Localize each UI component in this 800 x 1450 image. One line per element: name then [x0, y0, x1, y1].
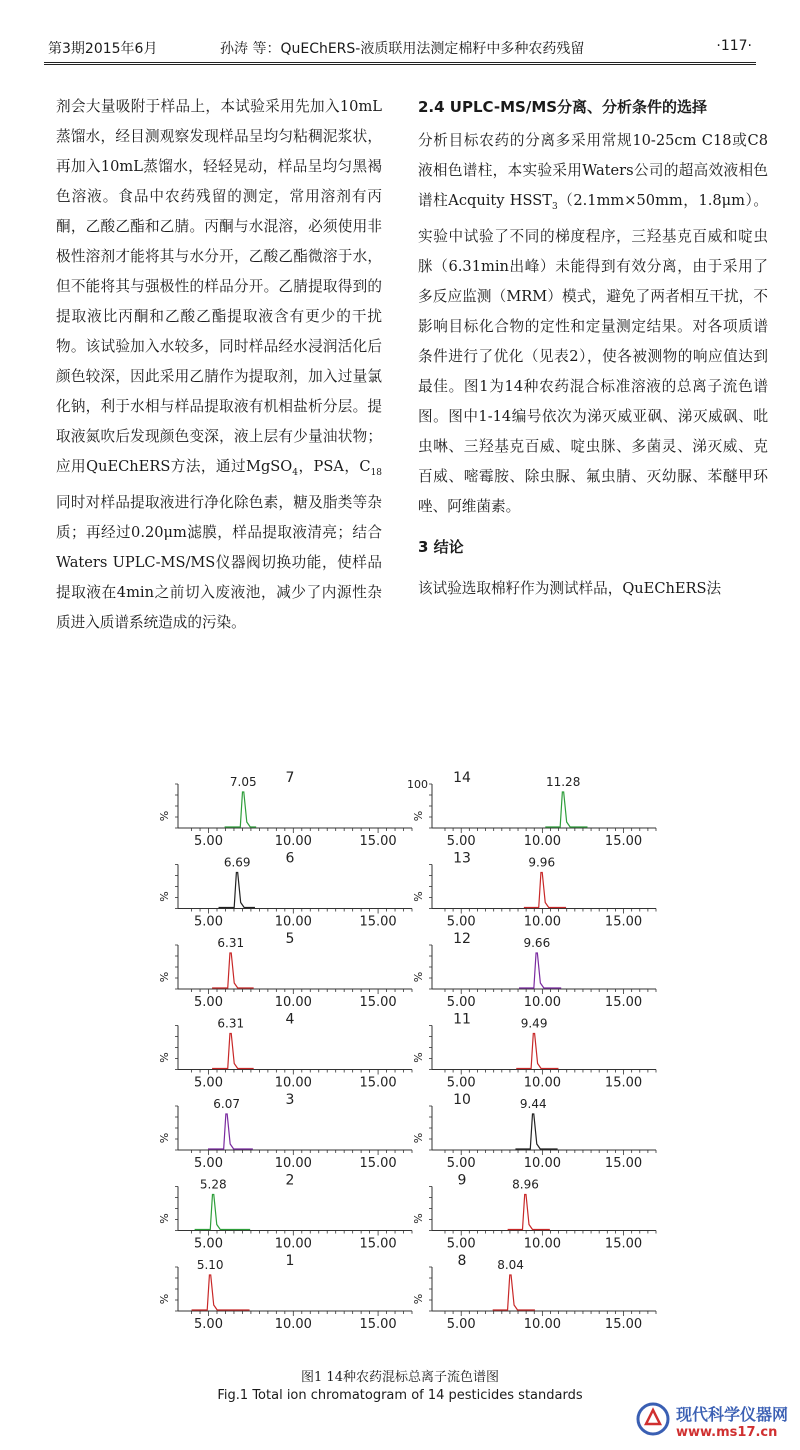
- section-3-heading: 3 结论: [418, 537, 464, 556]
- panel-12-x-tick-label: 5.00: [446, 995, 476, 1010]
- panel-12-trace: [519, 953, 561, 988]
- right-column: [418, 92, 768, 604]
- panel-13-retention-time-label: 9.96: [528, 855, 556, 870]
- panel-14-y-label: %: [412, 810, 425, 822]
- panel-4-compound-number: 4: [285, 1011, 295, 1028]
- panel-2-compound-number: 2: [285, 1172, 295, 1189]
- panel-13-y-label: %: [412, 891, 425, 902]
- panel-7-x-tick-label: 15.00: [359, 834, 397, 849]
- header-issue: 第3期2015年6月: [48, 41, 158, 57]
- panel-10-x-tick-label: 10.00: [523, 1156, 561, 1171]
- panel-6-trace: [219, 873, 255, 908]
- running-header: [48, 38, 752, 60]
- left-column: [56, 92, 382, 638]
- panel-6-x-tick-label: 10.00: [274, 914, 312, 930]
- panel-3-x-tick-label: 5.00: [194, 1156, 223, 1171]
- chromatogram-figure: [0, 770, 800, 1340]
- panel-11-x-tick-label: 15.00: [604, 1075, 643, 1091]
- panel-6-retention-time-label: 6.69: [223, 855, 251, 870]
- panel-7-x-tick-label: 10.00: [274, 834, 312, 849]
- panel-14-x-tick-label: 10.00: [523, 834, 561, 849]
- panel-4-y-label: %: [158, 1052, 171, 1063]
- panel-1-retention-time-label: 5.10: [196, 1258, 224, 1272]
- panel-3-trace: [208, 1114, 253, 1149]
- panel-9-x-tick-label: 15.00: [604, 1236, 643, 1252]
- panel-10-x-tick-label: 15.00: [604, 1156, 643, 1171]
- panel-7-y-label: %: [158, 810, 171, 822]
- section-3-paragraph: 该试验选取棉籽作为测试样品，QuEChERS法: [418, 579, 722, 597]
- panel-2-x-tick-label: 15.00: [359, 1236, 397, 1252]
- panel-14-x-tick-label: 15.00: [604, 834, 643, 849]
- panel-11-y-label: %: [412, 1052, 425, 1063]
- left-paragraph: 剂会大量吸附于样品上，本试验采用先加入10mL蒸馏水，经目测观察发现样品呈均匀粘稠泥浆状，再加入10mL蒸馏水，轻轻晃动，样品呈均匀黑褐色溶液。食品中农药残留的测定，常用溶剂有丙酮，乙酸乙酯和乙腈。丙酮与水混溶，必须使用非极性溶剂才能将其与水分开，乙酸乙酯微溶于水，但不能将其与强极性的样品分开。乙腈提取得到的提取液比丙酮和乙酸乙酯提取液含有更少的干扰物。该试验加入水较多，同时样品经水浸润活化后颜色较深，因此采用乙腈作为提取剂，加入过量氯化钠，利于水相与样品提取液有机相盐析分层。提取液氮吹后发现颜色变深，液上层有少量油状物；应用QuEChERS方法，通过MgSO$_4$，PSA，$C_{18}$同时对样品提取液进行净化除色素，糖及脂类等杂质；再经过0.20μm滤膜，样品提取液清亮；结合Waters UPLC-MS/MS仪器阀切换功能，使样品提取液在4min之前切入废液池，减少了内源性杂质进入质谱系统造成的污染。: [56, 98, 383, 631]
- panel-4-retention-time-label: 6.31: [217, 1016, 245, 1031]
- panel-14-compound-number: 14: [453, 770, 471, 786]
- panel-12-compound-number: 12: [453, 931, 471, 947]
- panel-10-compound-number: 10: [453, 1092, 471, 1108]
- panel-3-retention-time-label: 6.07: [213, 1097, 241, 1111]
- panel-4-x-tick-label: 15.00: [359, 1075, 397, 1091]
- panel-12-y-label: %: [412, 971, 425, 983]
- panel-13-trace: [524, 873, 566, 908]
- panel-2-y-label: %: [158, 1213, 171, 1224]
- panel-3-x-tick-label: 10.00: [274, 1156, 312, 1171]
- panel-12-x-tick-label: 10.00: [523, 995, 561, 1010]
- panel-1-x-tick-label: 15.00: [359, 1317, 397, 1332]
- header-rule: [44, 62, 756, 67]
- figure-caption-cn: 图1 14种农药混标总离子流色谱图: [301, 1370, 499, 1385]
- watermark-url: www.ms17.cn: [675, 1425, 778, 1440]
- panel-1-trace: [192, 1275, 250, 1310]
- panel-2-retention-time-label: 5.28: [199, 1177, 227, 1192]
- panel-11-retention-time-label: 9.49: [520, 1016, 548, 1031]
- panel-14-retention-time-label: 11.28: [545, 775, 581, 789]
- panel-11-trace: [516, 1034, 558, 1069]
- panel-10-trace: [515, 1114, 557, 1149]
- panel-10-retention-time-label: 9.44: [519, 1097, 547, 1111]
- panel-2-trace: [195, 1195, 251, 1230]
- panel-6-x-tick-label: 15.00: [359, 914, 397, 930]
- panel-9-trace: [508, 1195, 550, 1230]
- panel-7-retention-time-label: 7.05: [229, 775, 257, 789]
- panel-3-compound-number: 3: [285, 1092, 295, 1108]
- panel-13-compound-number: 13: [453, 850, 471, 867]
- panel-9-y-label: %: [412, 1213, 425, 1224]
- panel-4-x-tick-label: 5.00: [194, 1075, 223, 1091]
- panel-1-y-label: %: [158, 1293, 171, 1305]
- panel-2-x-tick-label: 5.00: [194, 1236, 223, 1252]
- panel-11-x-tick-label: 10.00: [523, 1075, 561, 1091]
- panel-3-y-label: %: [158, 1132, 171, 1144]
- panel-5-x-tick-label: 10.00: [274, 995, 312, 1010]
- panel-5-retention-time-label: 6.31: [217, 936, 245, 950]
- panel-8-compound-number: 8: [457, 1253, 467, 1269]
- panel-10-x-tick-label: 5.00: [446, 1156, 476, 1171]
- panel-3-x-tick-label: 15.00: [359, 1156, 397, 1171]
- panel-1-x-tick-label: 10.00: [274, 1317, 312, 1332]
- panel-6-y-label: %: [158, 891, 171, 902]
- panel-11-x-tick-label: 5.00: [446, 1075, 476, 1091]
- panel-6-compound-number: 6: [285, 850, 295, 867]
- panel-14-y-max-label: 100: [407, 778, 428, 791]
- panel-9-x-tick-label: 10.00: [523, 1236, 561, 1252]
- site-watermark: [676, 1402, 788, 1440]
- watermark-title: 现代科学仪器网: [675, 1405, 788, 1424]
- panel-1-compound-number: 1: [285, 1253, 295, 1269]
- panel-5-x-tick-label: 5.00: [194, 995, 223, 1010]
- panel-8-x-tick-label: 10.00: [523, 1317, 561, 1332]
- panel-11-compound-number: 11: [453, 1011, 471, 1028]
- section-2-4-paragraph: 分析目标农药的分离多采用常规10-25cm C18或C8液相色谱柱，本实验采用Waters公司的超高效液相色谱柱Acquity $HSST_3(2.1mm\times 50mm$，1.8μm）。实验中试验了不同的梯度程序，三羟基克百威和啶虫脒（6.31min出峰）未能得到有效分离，由于采用了多反应监测（MRM）模式，避免了两者相互干扰，不影响目标化合物的定性和定量测定结果。对各项质谱条件进行了优化（见表2），使各被测物的响应值达到最佳。图1为14种农药混合标准溶液的总离子流色谱图。图中1-14编号依次为涕灭威亚砜、涕灭威砜、吡虫啉、三羟基克百威、啶虫脒、多菌灵、涕灭威、克百威、嘧霉胺、除虫脲、氟虫腈、灭幼脲、苯醚甲环唑、阿维菌素。: [418, 132, 768, 515]
- panel-13-x-tick-label: 5.00: [446, 914, 476, 930]
- figure-caption-en: Fig.1 Total ion chromatogram of 14 pesticides standards: [217, 1388, 583, 1403]
- panel-8-x-tick-label: 15.00: [604, 1317, 643, 1332]
- panel-7-x-tick-label: 5.00: [194, 834, 223, 849]
- panel-9-x-tick-label: 5.00: [446, 1236, 476, 1252]
- panel-1-x-tick-label: 5.00: [194, 1317, 223, 1332]
- panel-8-trace: [493, 1275, 535, 1310]
- panel-5-y-label: %: [158, 971, 171, 983]
- panel-9-compound-number: 9: [457, 1172, 467, 1189]
- panel-7-trace: [225, 792, 257, 827]
- panel-8-y-label: %: [412, 1293, 425, 1305]
- panel-14-x-tick-label: 5.00: [446, 834, 476, 849]
- panel-8-retention-time-label: 8.04: [497, 1258, 524, 1272]
- panel-12-x-tick-label: 15.00: [604, 995, 643, 1010]
- panel-2-x-tick-label: 10.00: [274, 1236, 312, 1252]
- panel-6-x-tick-label: 5.00: [194, 914, 223, 930]
- panel-7-compound-number: 7: [285, 770, 295, 786]
- panel-5-trace: [212, 953, 254, 988]
- header-title: 孙涛 等：QuEChERS-液质联用法测定棉籽中多种农药残留: [220, 41, 585, 57]
- section-2-4-heading: 2.4 UPLC-MS/MS分离、分析条件的选择: [418, 98, 708, 116]
- panel-4-x-tick-label: 10.00: [274, 1075, 312, 1091]
- panel-10-y-label: %: [412, 1132, 425, 1144]
- panel-12-retention-time-label: 9.66: [523, 936, 551, 950]
- panel-13-x-tick-label: 10.00: [523, 914, 561, 930]
- panel-14-trace: [545, 792, 587, 827]
- header-page-number: ·117·: [716, 38, 752, 54]
- panel-4-trace: [212, 1034, 254, 1069]
- panel-8-x-tick-label: 5.00: [446, 1317, 476, 1332]
- panel-13-x-tick-label: 15.00: [604, 914, 643, 930]
- panel-5-compound-number: 5: [285, 931, 295, 947]
- panel-5-x-tick-label: 15.00: [359, 995, 397, 1010]
- watermark-logo-icon: [634, 1400, 672, 1438]
- panel-9-retention-time-label: 8.96: [512, 1177, 539, 1192]
